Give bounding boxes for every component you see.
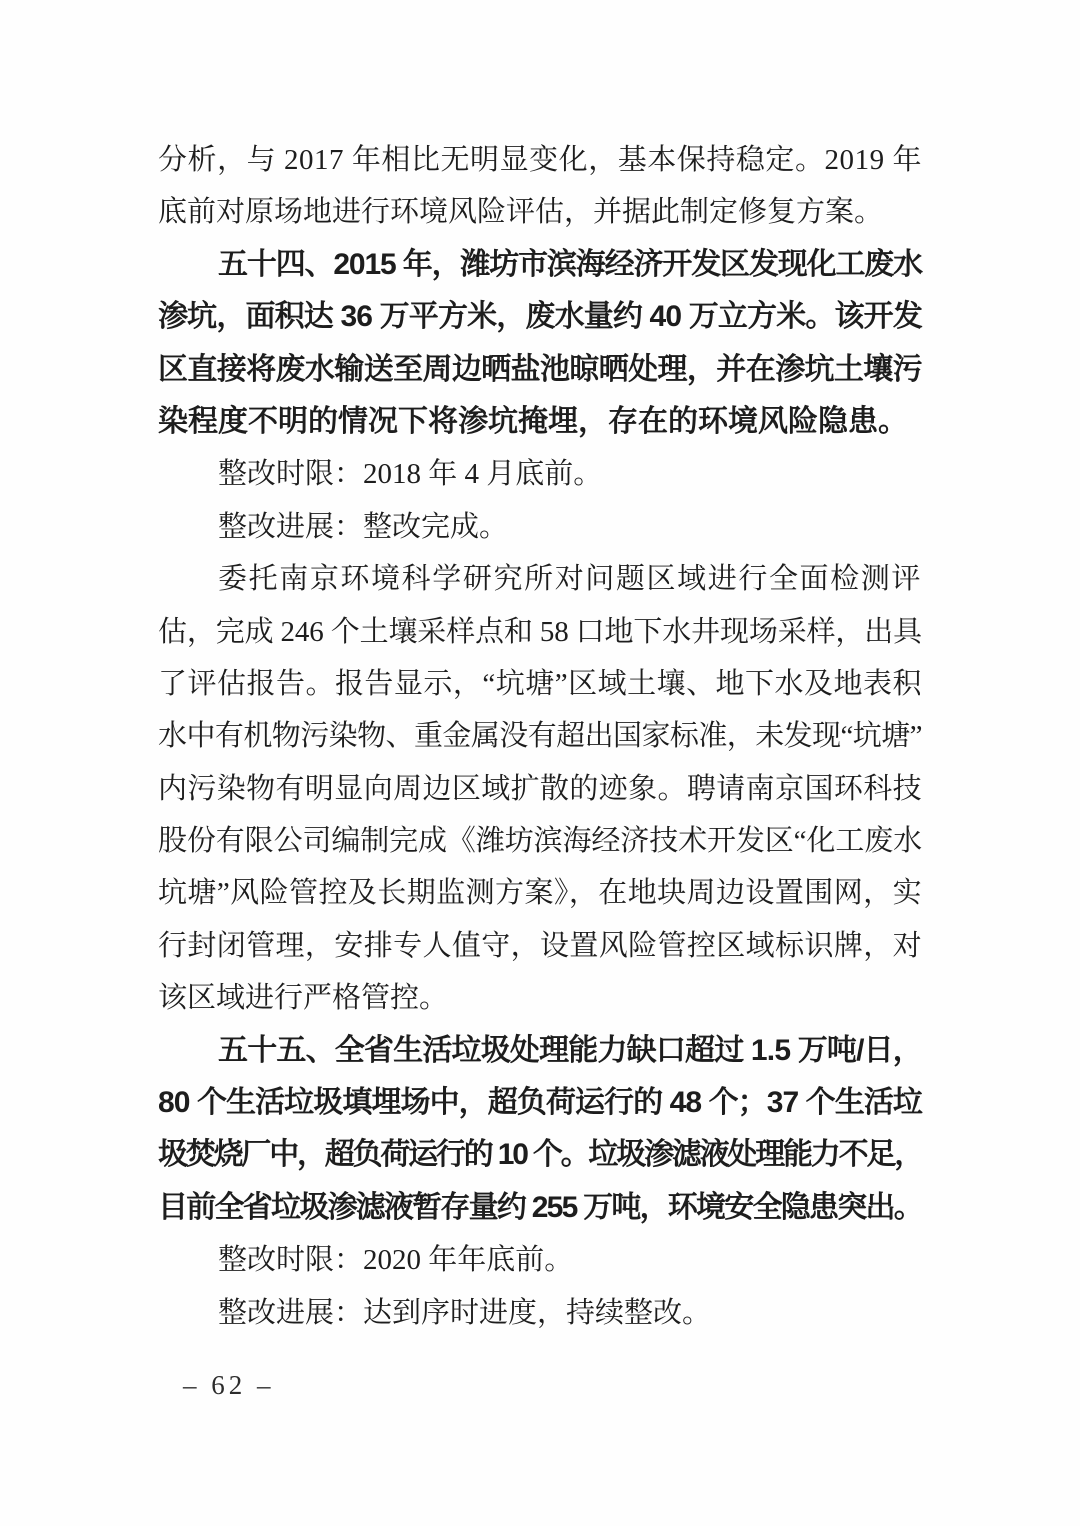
text-line — [158, 815, 922, 867]
text-line-content: 染程度不明的情况下将渗坑掩埋，存在的环境风险隐患。 — [158, 404, 908, 438]
rectification-progress-line — [158, 501, 922, 553]
rectification-deadline-line — [158, 1234, 922, 1286]
text-line-content: 分析，与 2017 年相比无明显变化，基本保持稳定。2019 年 — [158, 144, 922, 176]
text-line-content: 整改进展：达到序时进度，持续整改。 — [218, 1296, 712, 1329]
text-line-content: 委托南京环境科学研究所对问题区域进行全面检测评 — [218, 563, 922, 596]
rectification-deadline-line — [158, 448, 922, 500]
item-55-heading-line — [158, 1025, 922, 1077]
text-line — [158, 710, 922, 762]
text-line-content: 五十四、2015 年，潍坊市滨海经济开发区发现化工废水 — [218, 247, 922, 281]
item-55-heading-line — [158, 1182, 922, 1234]
text-line-content: 该区域进行严格管控。 — [158, 982, 449, 1015]
text-line-content: 底前对原场地进行环境风险评估，并据此制定修复方案。 — [158, 196, 884, 229]
text-line-content: 整改时限：2018 年 4 月底前。 — [218, 458, 603, 491]
text-line — [158, 658, 922, 710]
text-line-content: 内污染物有明显向周边区域扩散的迹象。聘请南京国环科技 — [158, 772, 922, 805]
item-54-heading-line — [158, 239, 922, 291]
text-line-content: 行封闭管理，安排专人值守，设置风险管控区域标识牌，对 — [158, 929, 922, 962]
rectification-progress-line — [158, 1287, 922, 1339]
text-line-content: 坑塘”风险管控及长期监测方案》，在地块周边设置围网，实 — [158, 877, 922, 910]
text-line-content: 估，完成 246 个土壤采样点和 58 口地下水井现场采样，出具 — [158, 615, 922, 648]
text-line — [158, 972, 922, 1024]
text-line-content: 渗坑，面积达 36 万平方米，废水量约 40 万立方米。该开发 — [158, 300, 922, 334]
text-line-content: 五十五、全省生活垃圾处理能力缺口超过 1.5 万吨/日， — [218, 1033, 922, 1067]
item-55-heading-line — [158, 1129, 922, 1181]
text-line-content: 整改时限：2020 年年底前。 — [218, 1244, 574, 1277]
text-line — [158, 553, 922, 605]
page-number: – 62 – — [183, 1370, 275, 1400]
text-line — [158, 763, 922, 815]
text-line-content: 圾焚烧厂中，超负荷运行的 10 个。垃圾渗滤液处理能力不足， — [158, 1138, 922, 1172]
item-54-heading-line — [158, 291, 922, 343]
text-line-content: 股份有限公司编制完成《潍坊滨海经济技术开发区“化工废水 — [158, 825, 922, 858]
text-line-content: 整改进展：整改完成。 — [218, 510, 509, 543]
item-54-heading-line — [158, 344, 922, 396]
text-line — [158, 606, 922, 658]
text-line-content: 水中有机物污染物、重金属没有超出国家标准，未发现“坑塘” — [158, 720, 922, 753]
text-line — [158, 920, 922, 972]
text-line-content: 目前全省垃圾渗滤液暂存量约 255 万吨，环境安全隐患突出。 — [158, 1190, 922, 1224]
text-line-content: 80 个生活垃圾填埋场中，超负荷运行的 48 个；37 个生活垃 — [158, 1086, 922, 1120]
item-54-heading-line — [158, 396, 922, 448]
text-line-content: 区直接将废水输送至周边晒盐池晾晒处理，并在渗坑土壤污 — [158, 352, 922, 386]
item-55-heading-line — [158, 1077, 922, 1129]
body-text — [158, 134, 922, 1339]
text-line — [158, 867, 922, 919]
text-line — [158, 186, 922, 238]
text-line-content: 了评估报告。报告显示，“坑塘”区域土壤、地下水及地表积 — [158, 667, 922, 700]
text-line — [158, 134, 922, 186]
